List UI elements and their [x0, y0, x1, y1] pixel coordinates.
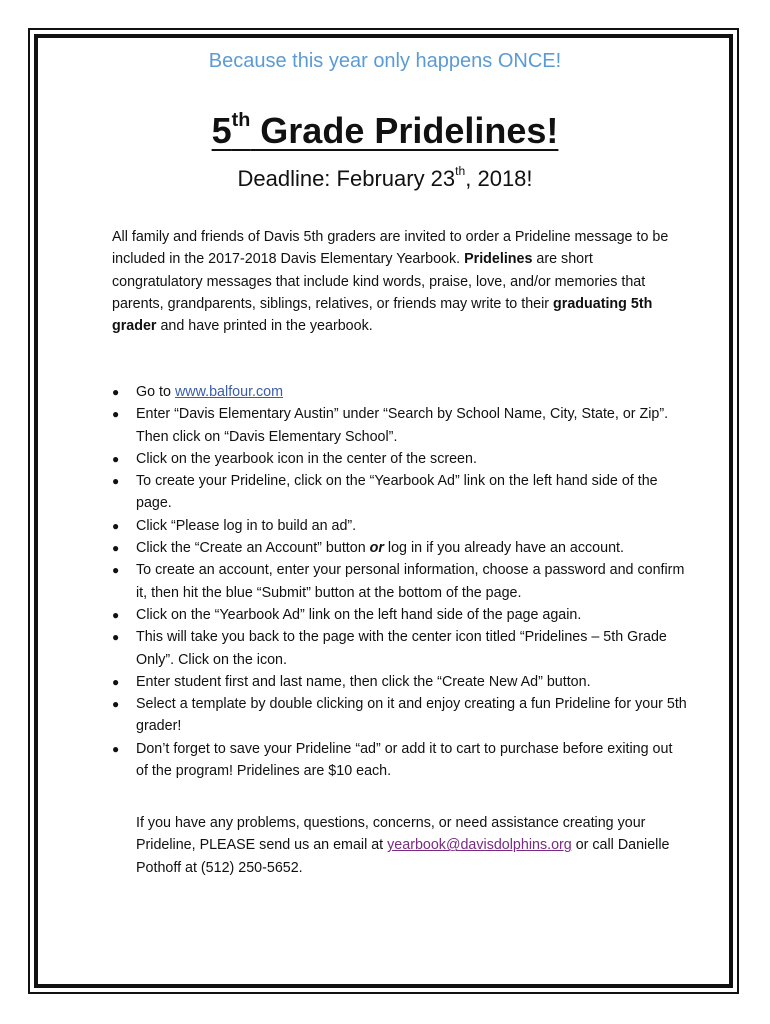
- intro-part-3: and have printed in the yearbook.: [156, 318, 373, 335]
- closing-paragraph: [136, 812, 687, 879]
- title-rest: Grade Pridelines!: [250, 110, 559, 151]
- intro-bold-graduating: graduating 5th grader: [112, 295, 653, 335]
- intro-part-2: are short congratulatory messages that include kind words, praise, love, and/or memories that parents, grandparents, siblings, relatives, or friends may write to their: [112, 251, 646, 312]
- intro-bold-pridelines: Pridelines: [464, 251, 533, 268]
- bullet-icon: ●: [112, 563, 120, 578]
- instruction-list: [112, 381, 687, 782]
- step-12-text: Don’t forget to save your Prideline “ad” or add it to cart to purchase before exiting out of the program! Pridelines are $10 each.: [136, 740, 673, 780]
- title-superscript: th: [231, 109, 251, 132]
- bullet-icon: ●: [112, 541, 120, 556]
- step-1-prefix: Go to: [136, 384, 175, 400]
- step-6-emphasis: or: [369, 540, 384, 557]
- step-11-text: Select a template by double clicking on it and enjoy creating a fun Prideline for your 5th grader!: [136, 696, 687, 735]
- step-6-suffix: log in if you already have an account.: [383, 540, 624, 557]
- bullet-icon: ●: [112, 697, 120, 712]
- list-item: [112, 537, 687, 559]
- step-4-text: To create your Prideline, click on the “Yearbook Ad” link on the left hand side of the page.: [136, 473, 658, 512]
- bullet-icon: ●: [112, 474, 120, 489]
- bullet-icon: ●: [112, 607, 120, 622]
- bullet-icon: ●: [112, 630, 120, 645]
- list-item: [112, 470, 687, 515]
- balfour-link[interactable]: www.balfour.com: [174, 384, 284, 400]
- email-link[interactable]: yearbook@davisdolphins.org: [387, 837, 572, 854]
- step-2-text: Enter “Davis Elementary Austin” under “Search by School Name, City, State, or Zip”. Then click on “Davis Elementary School”.: [136, 406, 669, 445]
- list-item: [112, 738, 687, 783]
- closing-suffix: or call Danielle Pothoff at (512) 250-5652.: [136, 837, 670, 876]
- closing-prefix: If you have any problems, questions, concerns, or need assistance creating your Prideline, PLEASE send us an email at: [136, 815, 646, 854]
- bullet-icon: ●: [112, 741, 120, 756]
- deadline: [0, 166, 770, 192]
- bullet-icon: ●: [112, 674, 120, 689]
- list-item: [112, 671, 687, 693]
- list-item: [112, 559, 687, 604]
- deadline-superscript: th: [455, 164, 466, 179]
- step-5-text: Click “Please log in to build an ad”.: [136, 517, 357, 534]
- title-number: 5: [211, 110, 232, 151]
- intro-paragraph: [112, 226, 687, 337]
- title-text: [212, 110, 559, 151]
- bullet-icon: ●: [112, 518, 120, 533]
- list-item: [112, 515, 687, 537]
- step-10-text: Enter student first and last name, then click the “Create New Ad” button.: [136, 673, 591, 690]
- page-title: [0, 110, 770, 152]
- step-3-text: Click on the yearbook icon in the center of the screen.: [136, 450, 477, 467]
- list-item: [112, 403, 687, 448]
- list-item: [112, 626, 687, 671]
- deadline-suffix: , 2018!: [465, 166, 533, 191]
- list-item: [112, 693, 687, 738]
- list-item: [112, 604, 687, 626]
- deadline-prefix: Deadline: February 23: [237, 166, 456, 191]
- bullet-icon: ●: [112, 407, 120, 422]
- step-9-text: This will take you back to the page with the center icon titled “Pridelines – 5th Grade Only”. Click on the icon.: [136, 629, 667, 668]
- list-item: [112, 448, 687, 470]
- step-6-prefix: Click the “Create an Account” button: [136, 540, 370, 557]
- step-8-text: Click on the “Yearbook Ad” link on the left hand side of the page again.: [136, 606, 582, 623]
- intro-part-1: All family and friends of Davis 5th graders are invited to order a Prideline message to be included in the 2017-2018 Davis Elementary Yearbook.: [112, 229, 669, 268]
- bullet-icon: ●: [112, 385, 120, 399]
- step-7-text: To create an account, enter your personal information, choose a password and confirm it, then hit the blue “Submit” button at the bottom of the page.: [136, 562, 685, 601]
- tagline: Because this year only happens ONCE!: [208, 50, 562, 72]
- list-item: [112, 381, 687, 403]
- bullet-icon: ●: [112, 451, 120, 466]
